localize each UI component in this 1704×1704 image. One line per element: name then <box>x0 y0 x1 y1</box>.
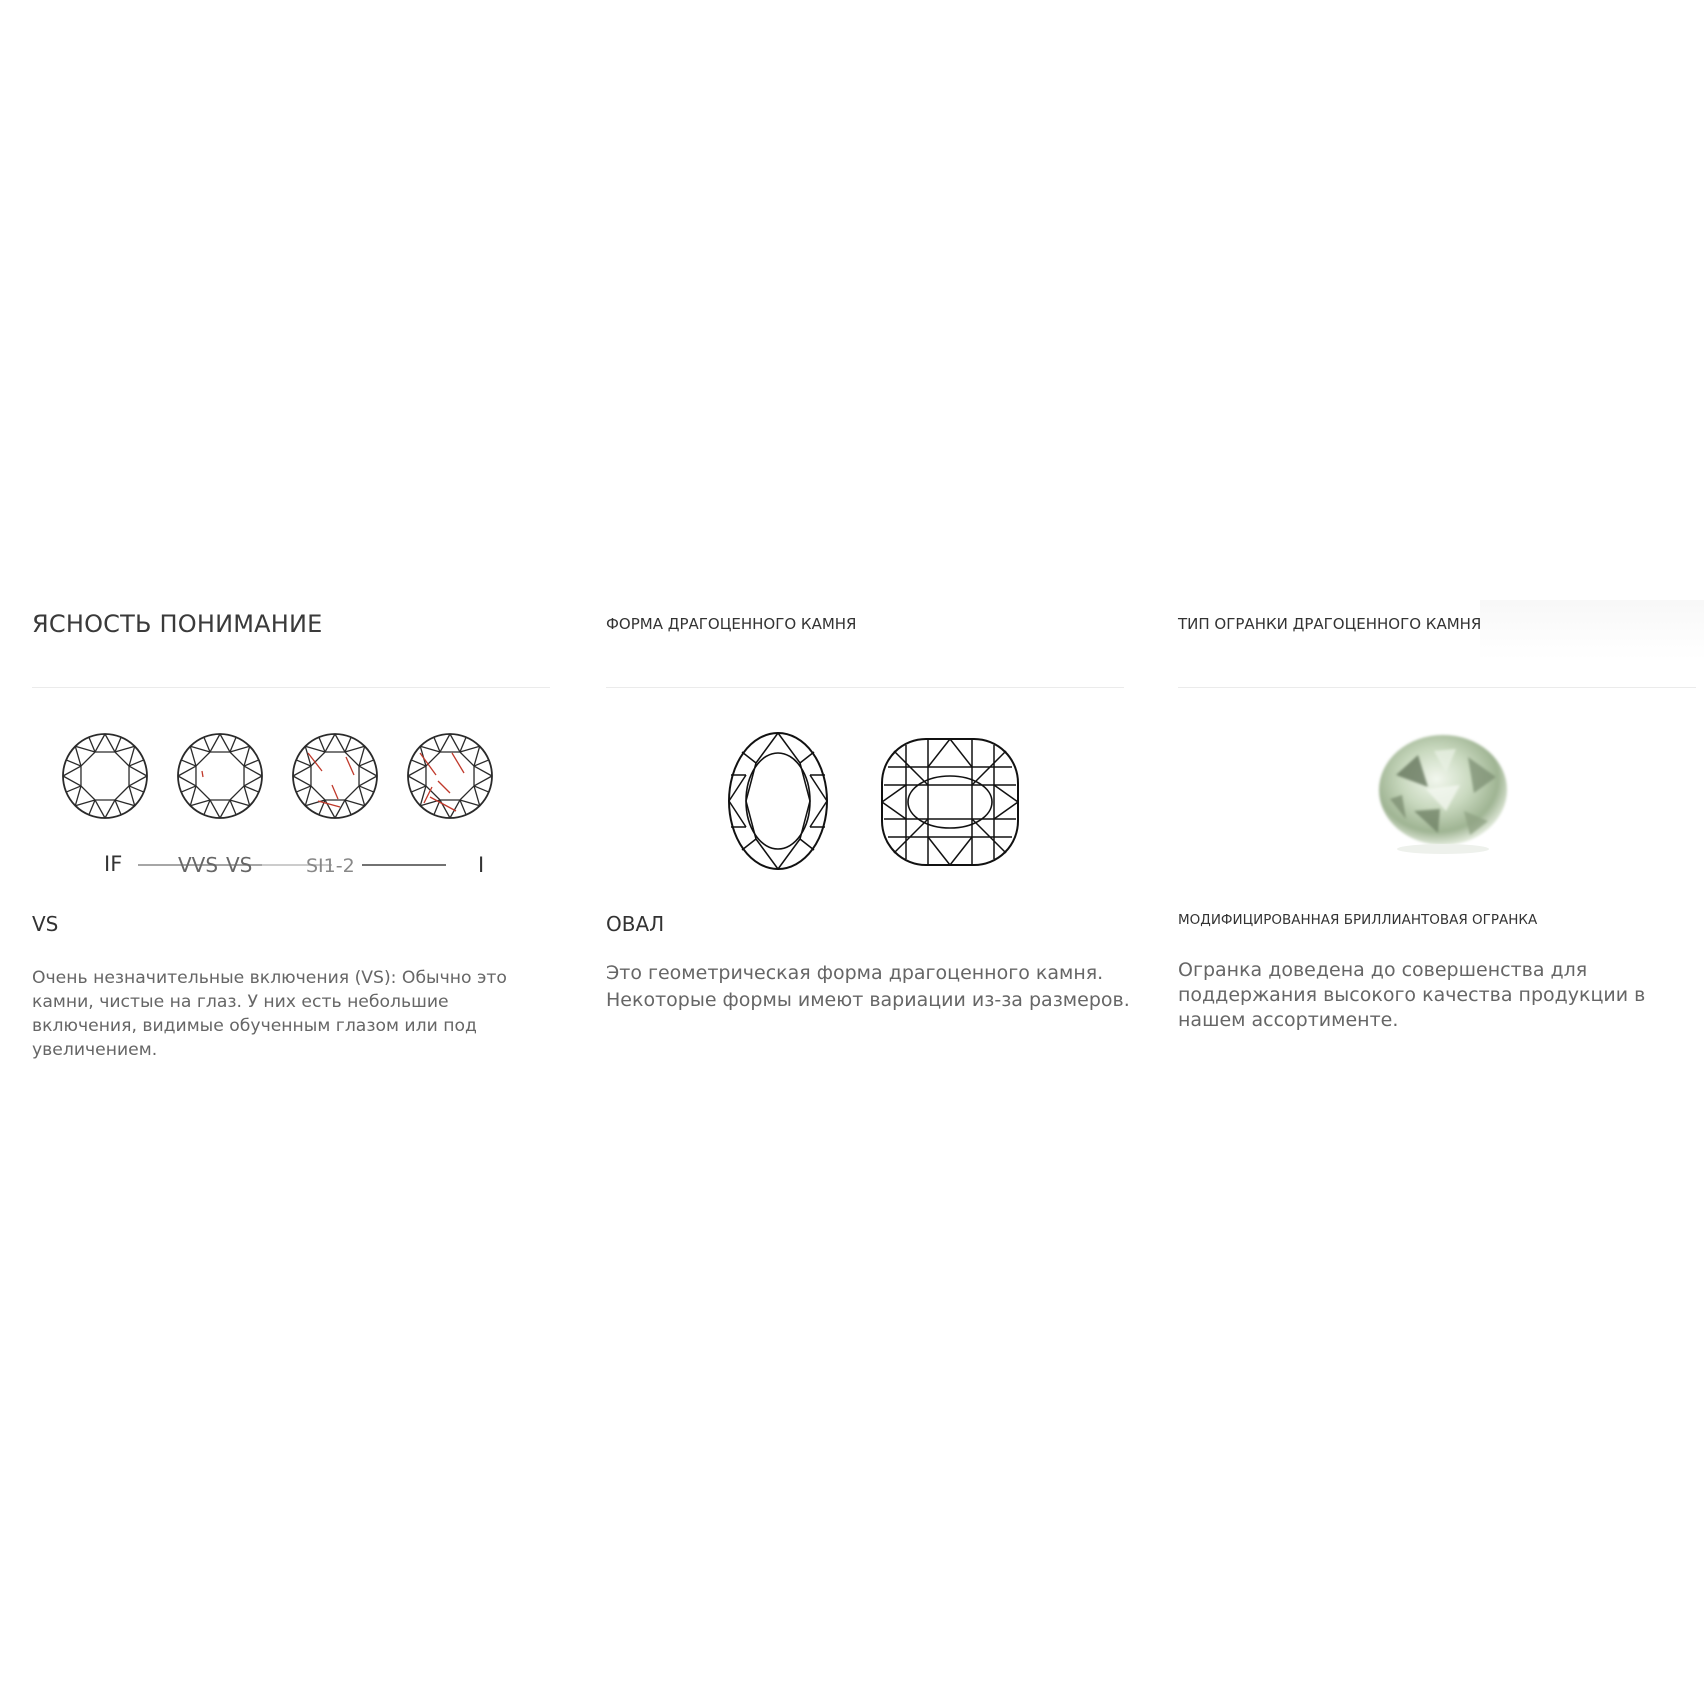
inclusion-mark <box>438 781 450 793</box>
inclusion-mark <box>202 771 203 777</box>
oval-shape-icon <box>606 715 1124 890</box>
gemstone-graphic <box>1178 715 1696 890</box>
grade-label-if: IF <box>104 852 123 876</box>
grade-label-si: SI1-2 <box>306 855 355 877</box>
clarity-scale-graphic <box>32 715 550 890</box>
shape-description: Это геометрическая форма драгоценного камня. Некоторые формы имеют вариации из-за размеров. <box>606 962 1130 1011</box>
cut-heading: ТИП ОГРАНКИ ДРАГОЦЕННОГО КАМНЯ <box>1178 615 1482 633</box>
grade-label-vs: VS <box>226 853 253 877</box>
shape-heading: ФОРМА ДРАГОЦЕННОГО КАМНЯ <box>606 615 857 633</box>
divider <box>32 687 550 688</box>
inclusion-mark <box>332 785 338 799</box>
shape-value: ОВАЛ <box>606 912 665 936</box>
diamond-clarity-icon <box>408 734 492 818</box>
diamond-clarity-icon <box>63 734 147 818</box>
cut-description: Огранка доведена до совершенства для поддержания высокого качества продукции в нашем ассортименте. <box>1178 959 1646 1031</box>
gemstone-photo-icon <box>1178 715 1696 890</box>
clarity-scale-icon <box>32 715 550 890</box>
gemstone-shadow <box>1397 844 1489 854</box>
divider <box>606 687 1124 688</box>
diamond-clarity-icon <box>178 734 262 818</box>
grade-label-vvs: VVS <box>178 853 219 877</box>
diamond-clarity-icon <box>293 734 377 818</box>
inclusion-mark <box>430 797 456 811</box>
cut-value: МОДИФИЦИРОВАННАЯ БРИЛЛИАНТОВАЯ ОГРАНКА <box>1178 912 1538 928</box>
clarity-column <box>32 600 550 1060</box>
inclusion-mark <box>452 753 464 773</box>
cushion-outline-icon <box>882 739 1018 865</box>
clarity-description: Очень незначительные включения (VS): Обычно это камни, чистые на глаз. У них есть небольшие включения, видимые обученным глазом или под увеличением. <box>32 968 507 1060</box>
clarity-value: VS <box>32 912 59 936</box>
cut-column <box>1178 600 1696 1031</box>
clarity-heading: ЯСНОСТЬ ПОНИМАНИЕ <box>32 610 323 638</box>
oval-outline-icon <box>729 733 827 869</box>
grade-label-i: I <box>478 853 485 877</box>
shape-graphic <box>606 715 1124 890</box>
divider <box>1178 687 1696 688</box>
shape-column <box>606 600 1130 1011</box>
